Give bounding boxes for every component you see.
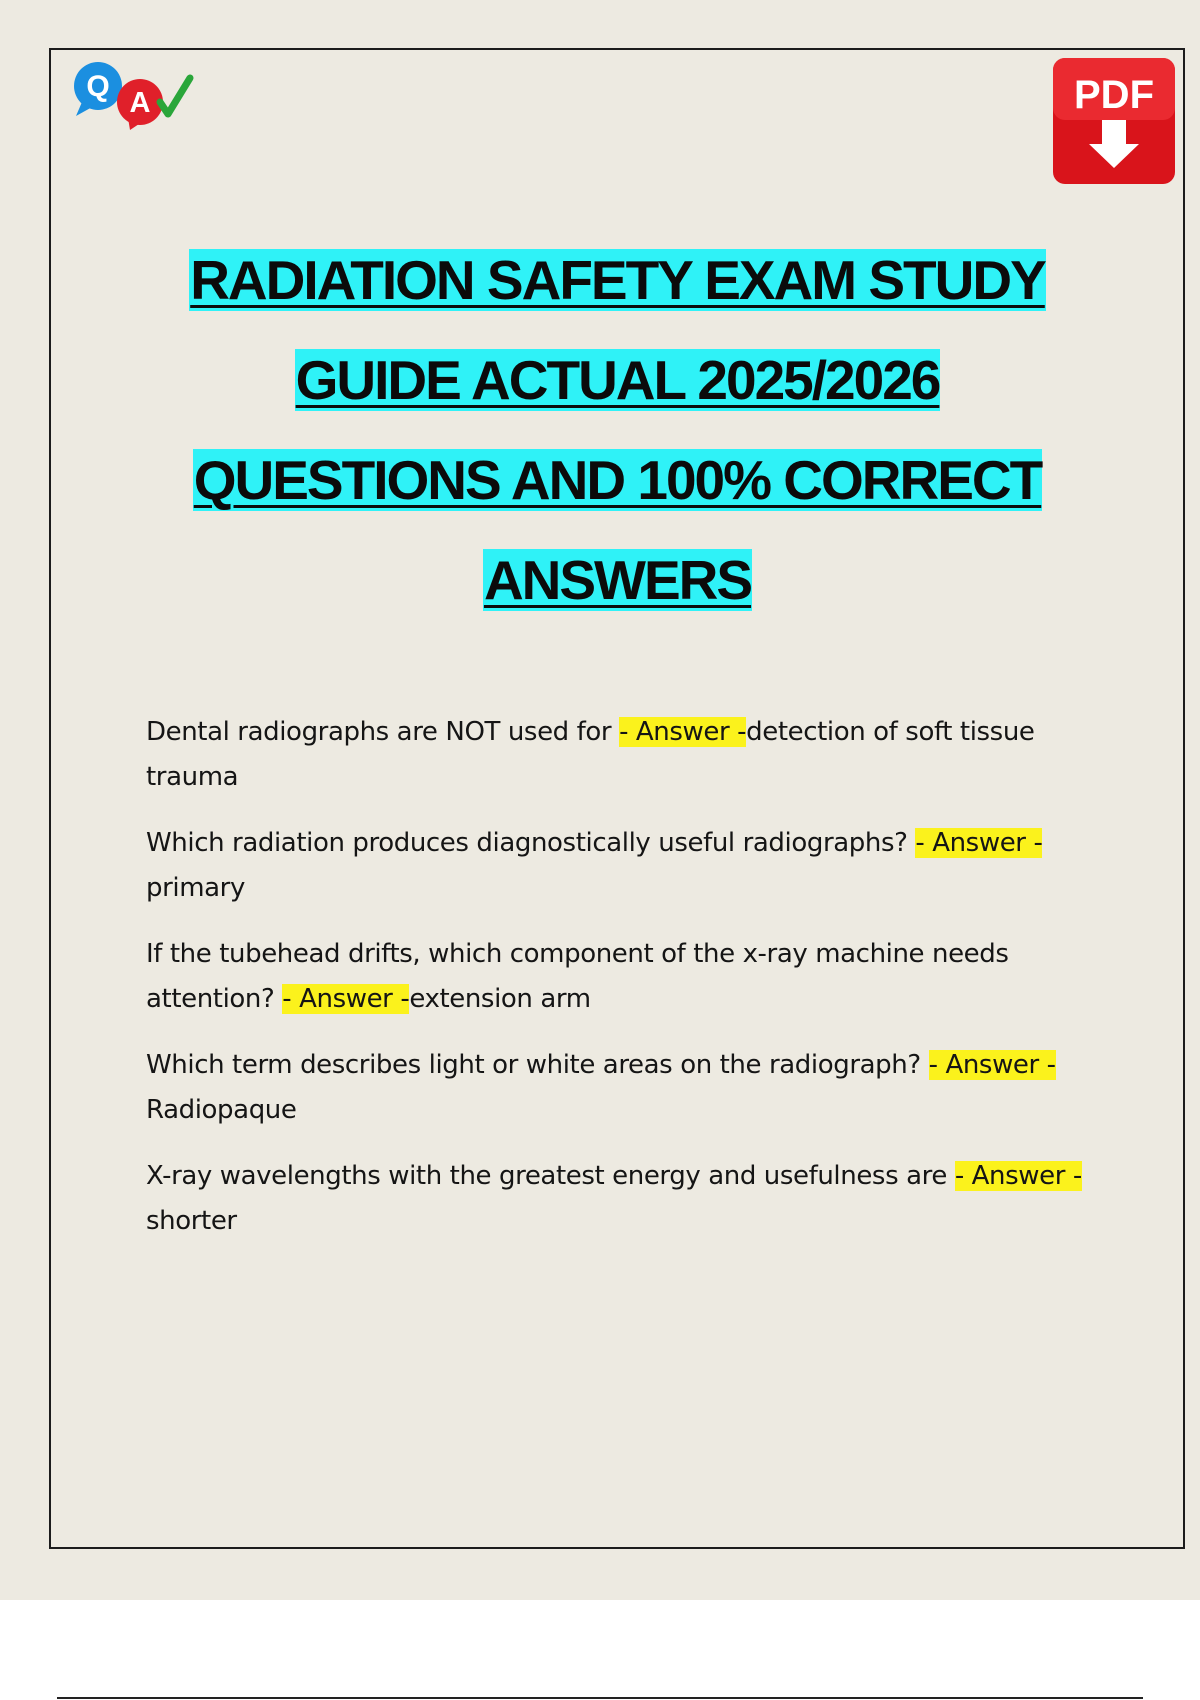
answer-tag: - Answer - <box>619 717 747 747</box>
answer-tag: - Answer - <box>954 1161 1082 1191</box>
answer-tag: - Answer - <box>915 828 1043 858</box>
footer-divider <box>57 1697 1143 1699</box>
qa-logo-q-letter: Q <box>86 70 110 103</box>
document-title <box>60 230 1175 630</box>
question-text: X-ray wavelengths with the greatest energy and usefulness are <box>146 1161 955 1191</box>
pdf-download-icon[interactable] <box>1051 56 1177 186</box>
title-line-4 <box>60 530 1175 630</box>
check-mark-icon <box>160 78 190 114</box>
question-text: Which radiation produces diagnostically useful radiographs? <box>146 828 916 858</box>
answer-text: extension arm <box>409 984 591 1014</box>
title-line-1-text: RADIATION SAFETY EXAM STUDY <box>190 249 1045 311</box>
qa-check-logo-icon <box>68 56 198 132</box>
qa-item-1 <box>146 710 1106 800</box>
title-line-2-text: GUIDE ACTUAL 2025/2026 <box>295 349 940 411</box>
question-text: If the tubehead drifts, which component of the x-ray machine needs attention? <box>146 939 1009 1014</box>
answer-tag: - Answer - <box>282 984 410 1014</box>
title-line-1 <box>60 230 1175 330</box>
question-text: Dental radiographs are NOT used for <box>146 717 620 747</box>
qa-item-5 <box>146 1154 1106 1244</box>
qa-item-3 <box>146 932 1106 1022</box>
qa-item-4 <box>146 1043 1106 1133</box>
answer-text: detection of soft tissue trauma <box>146 717 1035 792</box>
answer-tag: - Answer - <box>928 1050 1056 1080</box>
title-line-4-text: ANSWERS <box>483 549 752 611</box>
qa-list <box>146 710 1106 1265</box>
qa-item-2 <box>146 821 1106 911</box>
title-line-3 <box>60 430 1175 530</box>
title-line-3-text: QUESTIONS AND 100% CORRECT <box>193 449 1042 511</box>
title-line-2 <box>60 330 1175 430</box>
answer-text: Radiopaque <box>146 1095 297 1125</box>
pdf-badge-label: PDF <box>1074 73 1154 117</box>
question-text: Which term describes light or white areas on the radiograph? <box>146 1050 929 1080</box>
qa-logo-a-letter: A <box>129 87 151 119</box>
answer-text: primary <box>146 873 245 903</box>
answer-text: shorter <box>146 1206 237 1236</box>
